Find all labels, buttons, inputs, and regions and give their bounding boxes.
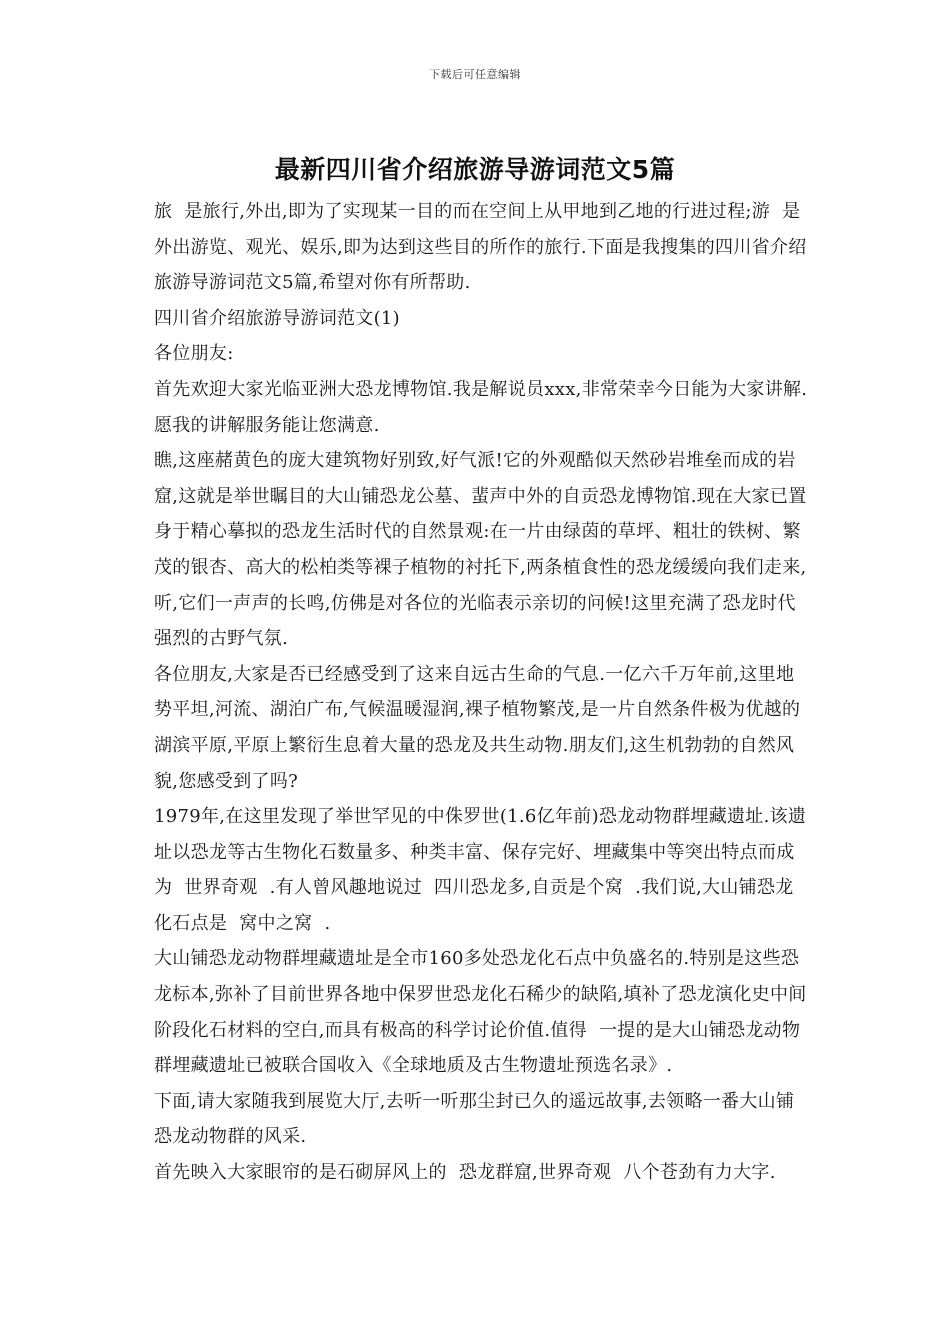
paragraph-stone-screen: 首先映入大家眼帘的是石砌屏风上的 恐龙群窟,世界奇观 八个苍劲有力大字.: [154, 1162, 776, 1184]
page-header-note: 下载后可任意编辑: [429, 68, 521, 81]
paragraph-intro: 旅 是旅行,外出,即为了实现某一目的而在空间上从甲地到乙地的行进过程;游 是外出游览、观光、娱乐,即为达到这些目的所作的旅行.下面是我搜集的四川省介绍旅游导游词范文5篇,希望对你有所帮助.: [154, 201, 807, 294]
paragraph-dashanpu-site: 大山铺恐龙动物群埋藏遗址是全市160多处恐龙化石点中负盛名的.特别是这些恐龙标本,弥补了目前世界各地中保罗世恐龙化石稀少的缺陷,填补了恐龙演化史中间阶段化石材料的空白,而具有极高的科学讨论价值.值得 一提的是大山铺恐龙动物群埋藏遗址已被联合国收入《全球地质及古生物遗址预选名录》.: [154, 948, 807, 1077]
paragraph-welcome: 首先欢迎大家光临亚洲大恐龙博物馆.我是解说员xxx,非常荣幸今日能为大家讲解.愿我的讲解服务能让您满意.: [154, 378, 808, 436]
paragraph-greeting: 各位朋友:: [154, 343, 234, 365]
paragraph-exhibition-hall: 下面,请大家随我到展览大厅,去听一听那尘封已久的遥远故事,去领略一番大山铺恐龙动物群的风采.: [154, 1090, 795, 1148]
paragraph-section-heading: 四川省介绍旅游导游词范文(1): [154, 307, 400, 329]
paragraph-museum-exterior: 瞧,这座赭黄色的庞大建筑物好别致,好气派!它的外观酷似天然砂岩堆垒而成的岩窟,这就是举世瞩目的大山铺恐龙公墓、蜚声中外的自贡恐龙博物馆.现在大家已置身于精心摹拟的恐龙生活时代的自然景观:在一片由绿茵的草坪、粗壮的铁树、繁茂的银杏、高大的松柏类等裸子植物的衬托下,两条植食性的恐龙缓缓向我们走来,听,它们一声声的长鸣,仿佛是对各位的光临表示亲切的问候!这里充满了恐龙时代强烈的古野气氛.: [154, 450, 807, 650]
document-body: [145, 194, 810, 1191]
paragraph-discovery-1979: 1979年,在这里发现了举世罕见的中侏罗世(1.6亿年前)恐龙动物群埋藏遗址.该遗址以恐龙等古生物化石数量多、种类丰富、保存完好、埋藏集中等突出特点而成为 世界奇观 .有人曾风趣地说过 四川恐龙多,自贡是个窝 .我们说,大山铺恐龙化石点是 窝中之窝 .: [154, 806, 807, 934]
document-title: 最新四川省介绍旅游导游词范文5篇: [274, 155, 676, 184]
paragraph-ancient-landscape: 各位朋友,大家是否已经感受到了这来自远古生命的气息.一亿六千万年前,这里地势平坦,河流、湖泊广布,气候温暖湿润,裸子植物繁茂,是一片自然条件极为优越的湖滨平原,平原上繁衍生息着大量的恐龙及共生动物.朋友们,这生机勃勃的自然风貌,您感受到了吗?: [154, 663, 801, 792]
